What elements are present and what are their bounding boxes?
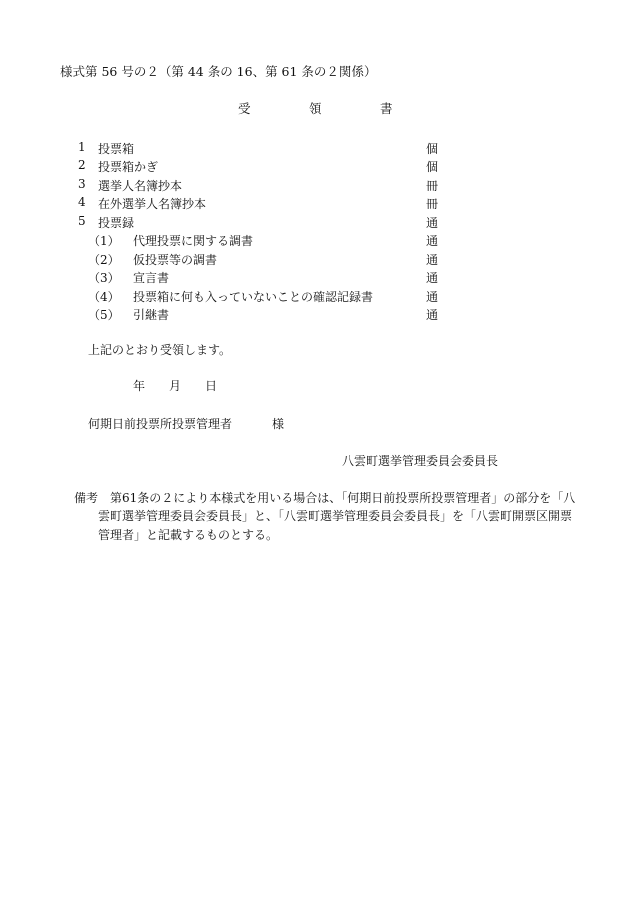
title-char-1: 受 — [238, 101, 251, 116]
item-number: 2 — [78, 158, 86, 172]
sub-item-unit: 通 — [426, 234, 439, 248]
item-unit: 冊 — [426, 179, 439, 193]
item-label: 投票箱かぎ — [98, 160, 159, 174]
item-unit: 個 — [426, 142, 439, 156]
item-number: 4 — [78, 195, 86, 209]
form-number: 様式第 56 号の２（第 44 条の 16、第 61 条の２関係） — [60, 64, 377, 79]
sub-item-label: 代理投票に関する調書 — [133, 234, 254, 248]
issuer: 八雲町選挙管理委員会委員長 — [342, 454, 499, 468]
sub-item-unit: 通 — [426, 271, 439, 285]
item-number: 5 — [78, 214, 86, 228]
item-label: 選挙人名簿抄本 — [98, 179, 183, 193]
remarks-line: 管理者」と記載するものとする。 — [98, 528, 279, 542]
honorific: 様 — [272, 417, 285, 431]
sub-item-label: 仮投票等の調書 — [133, 253, 218, 267]
sub-item-number: （3） — [88, 271, 120, 285]
sub-item-number: （2） — [88, 253, 120, 267]
remarks-line: 第61条の２により本様式を用いる場合は、「何期日前投票所投票管理者」の部分を「八 — [110, 491, 576, 505]
title-char-2: 領 — [309, 101, 322, 116]
receipt-statement: 上記のとおり受領します。 — [88, 343, 232, 357]
sub-item-label: 宣言書 — [133, 271, 170, 285]
date-day: 日 — [205, 379, 218, 393]
remarks-line: 雲町選挙管理委員会委員長」と、「八雲町選挙管理委員会委員長」を「八雲町開票区開票 — [98, 509, 573, 523]
date-month: 月 — [169, 379, 182, 393]
item-number: 1 — [78, 140, 86, 154]
remarks-label: 備考 — [74, 491, 99, 505]
item-label: 投票箱 — [98, 142, 135, 156]
sub-item-label: 引継書 — [133, 308, 170, 322]
title-char-3: 書 — [380, 101, 393, 116]
item-unit: 個 — [426, 160, 439, 174]
addressee: 何期日前投票所投票管理者 — [88, 417, 233, 431]
date-year: 年 — [133, 379, 146, 393]
item-unit: 通 — [426, 216, 439, 230]
item-number: 3 — [78, 177, 86, 191]
sub-item-unit: 通 — [426, 290, 439, 304]
sub-item-number: （5） — [88, 308, 120, 322]
sub-item-unit: 通 — [426, 253, 439, 267]
sub-item-label: 投票箱に何も入っていないことの確認記録書 — [133, 290, 374, 304]
item-label: 投票録 — [98, 216, 135, 230]
sub-item-number: （4） — [88, 290, 120, 304]
sub-item-unit: 通 — [426, 308, 439, 322]
sub-item-number: （1） — [88, 234, 120, 248]
item-unit: 冊 — [426, 197, 439, 211]
item-label: 在外選挙人名簿抄本 — [98, 197, 207, 211]
